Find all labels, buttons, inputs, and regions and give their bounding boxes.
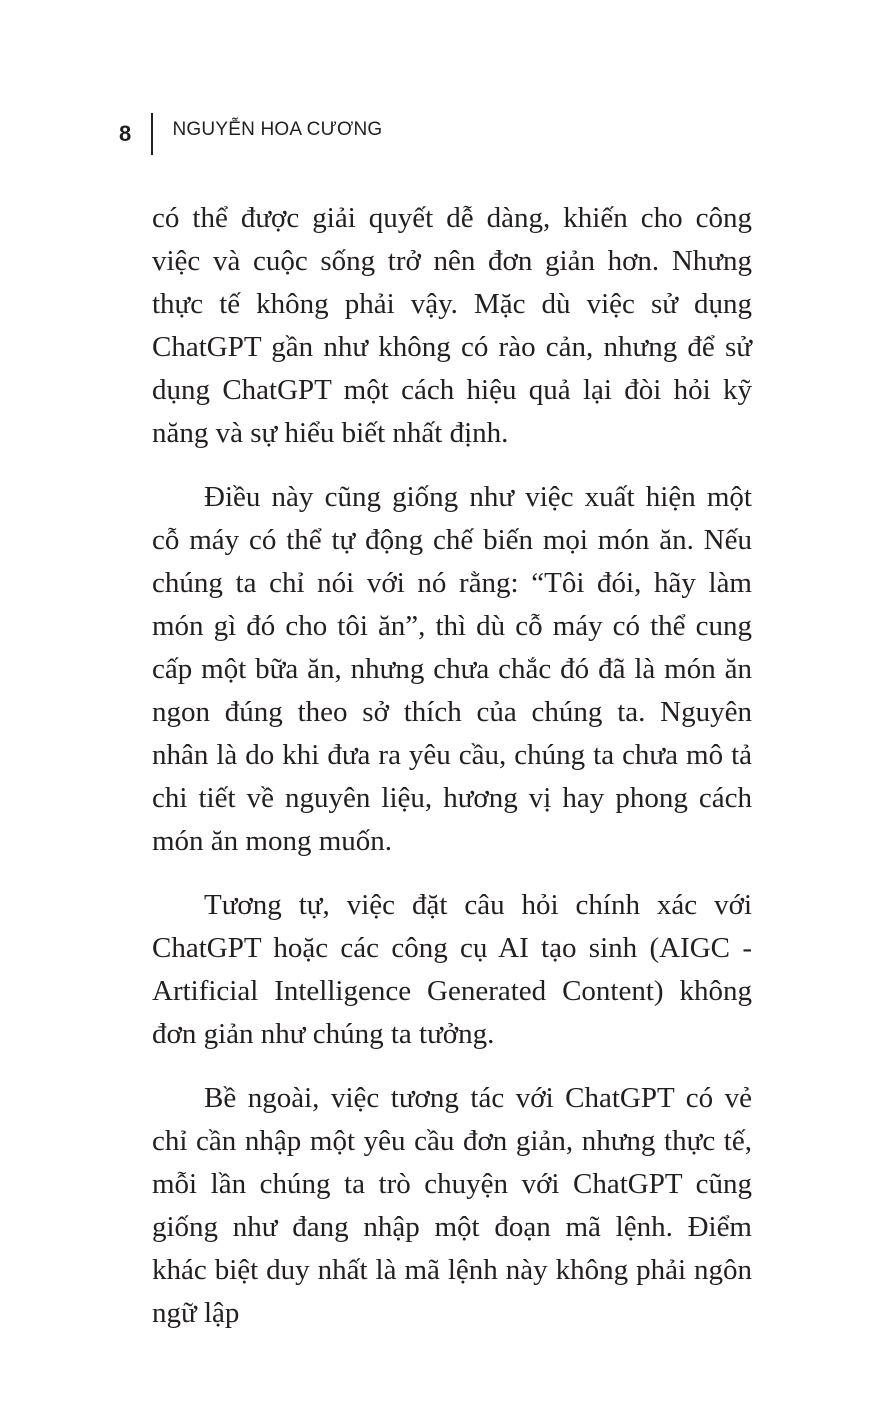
running-header <box>119 113 382 155</box>
page-number: 8 <box>119 121 132 146</box>
body-text <box>152 197 752 1356</box>
paragraph: Tương tự, việc đặt câu hỏi chính xác với ChatGPT hoặc các công cụ AI tạo sinh (AIGC - Artificial Intelligence Generated Content) không đơn giản như chúng ta tưởng. <box>152 889 752 1050</box>
author-name: NGUYỄN HOA CƯƠNG <box>172 119 383 140</box>
header-divider <box>151 113 153 155</box>
paragraph: Bề ngoài, việc tương tác với ChatGPT có vẻ chỉ cần nhập một yêu cầu đơn giản, nhưng thực tế, mỗi lần chúng ta trò chuyện với ChatGPT cũng giống như đang nhập một đoạn mã lệnh. Điểm khác biệt duy nhất là mã lệnh này không phải ngôn ngữ lập <box>152 1082 752 1329</box>
paragraph: Điều này cũng giống như việc xuất hiện một cỗ máy có thể tự động chế biến mọi món ăn. Nếu chúng ta chỉ nói với nó rằng: “Tôi đói, hãy làm món gì đó cho tôi ăn”, thì dù cỗ máy có thể cung cấp một bữa ăn, nhưng chưa chắc đó đã là món ăn ngon đúng theo sở thích của chúng ta. Nguyên nhân là do khi đưa ra yêu cầu, chúng ta chưa mô tả chi tiết về nguyên liệu, hương vị hay phong cách món ăn mong muốn. <box>152 481 752 857</box>
paragraph-continuation: có thể được giải quyết dễ dàng, khiến cho công việc và cuộc sống trở nên đơn giản hơn. Nhưng thực tế không phải vậy. Mặc dù việc sử dụng ChatGPT gần như không có rào cản, nhưng để sử dụng ChatGPT một cách hiệu quả lại đòi hỏi kỹ năng và sự hiểu biết nhất định. <box>152 202 752 449</box>
